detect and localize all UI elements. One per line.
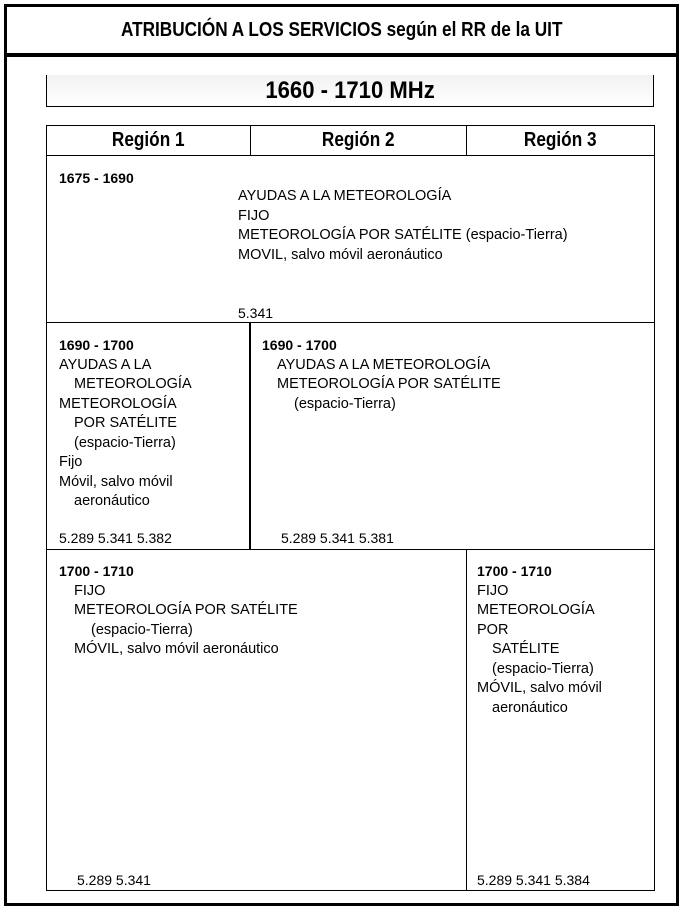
service-line: aeronáutico <box>74 493 150 509</box>
row2-divider <box>47 549 654 550</box>
row2-region23-cell <box>262 336 501 414</box>
row1-services <box>238 187 568 265</box>
frequency-band-box <box>46 75 654 107</box>
service-line: AYUDAS A LA METEOROLOGÍA <box>277 356 491 373</box>
row3-region3-footnotes: 5.289 5.341 5.384 <box>477 872 590 888</box>
header-region-1: Región 1 <box>112 129 185 151</box>
service-line: METEOROLOGÍA <box>59 395 177 412</box>
row3-region12-footnotes: 5.289 5.341 <box>77 872 151 888</box>
allocation-table <box>46 125 655 891</box>
range-label: 1690 - 1700 <box>262 337 337 353</box>
service-line: FIJO <box>238 207 270 224</box>
header-divider <box>47 155 654 156</box>
frequency-band: 1660 - 1710 MHz <box>265 76 435 104</box>
service-line: FIJO <box>74 582 106 599</box>
service-line: METEOROLOGÍA POR SATÉLITE (espacio-Tierra) <box>238 227 568 243</box>
row3-region3-cell <box>477 562 602 718</box>
row1-divider <box>47 322 654 323</box>
service-line: Fijo <box>59 454 83 470</box>
page-title: ATRIBUCIÓN A LOS SERVICIOS según el RR de la UIT <box>120 18 563 41</box>
header-region-3: Región 3 <box>524 129 597 151</box>
header-region-2: Región 2 <box>322 129 395 151</box>
row1-footnotes: 5.341 <box>238 305 274 321</box>
service-line: (espacio-Tierra) <box>91 621 193 638</box>
service-line: MOVIL, salvo móvil aeronáutico <box>238 246 443 263</box>
row2-region1-cell <box>59 336 192 512</box>
row2-region1-footnotes: 5.289 5.341 5.382 <box>59 530 172 546</box>
row3-col-divider <box>466 549 467 890</box>
range-label: 1700 - 1710 <box>59 563 134 579</box>
range-label: 1690 - 1700 <box>59 337 134 353</box>
service-line: POR SATÉLITE <box>74 415 177 431</box>
range-label: 1700 - 1710 <box>477 563 552 579</box>
service-line: METEOROLOGÍA POR SATÉLITE <box>277 376 501 392</box>
service-line: METEOROLOGÍA <box>74 376 192 392</box>
service-line: SATÉLITE <box>492 641 560 657</box>
service-line: aeronáutico <box>492 699 568 716</box>
service-line: FIJO <box>477 582 509 599</box>
row1-range: 1675 - 1690 <box>59 170 134 186</box>
service-line: POR <box>477 621 509 638</box>
service-line: (espacio-Tierra) <box>294 395 396 412</box>
service-line: (espacio-Tierra) <box>492 660 594 677</box>
service-line: MÓVIL, salvo móvil aeronáutico <box>74 641 279 657</box>
service-line: AYUDAS A LA <box>59 356 152 373</box>
service-line: METEOROLOGÍA <box>477 602 595 618</box>
service-line: METEOROLOGÍA POR SATÉLITE <box>74 602 298 618</box>
row2-region23-footnotes: 5.289 5.341 5.381 <box>281 530 394 546</box>
title-bar <box>4 4 679 57</box>
service-line: Móvil, salvo móvil <box>59 473 173 490</box>
row2-col-divider <box>249 322 251 549</box>
service-line: MÓVIL, salvo móvil <box>477 680 602 696</box>
row3-region12-cell <box>59 562 298 660</box>
service-line: AYUDAS A LA METEOROLOGÍA <box>238 188 452 204</box>
service-line: (espacio-Tierra) <box>74 434 176 451</box>
